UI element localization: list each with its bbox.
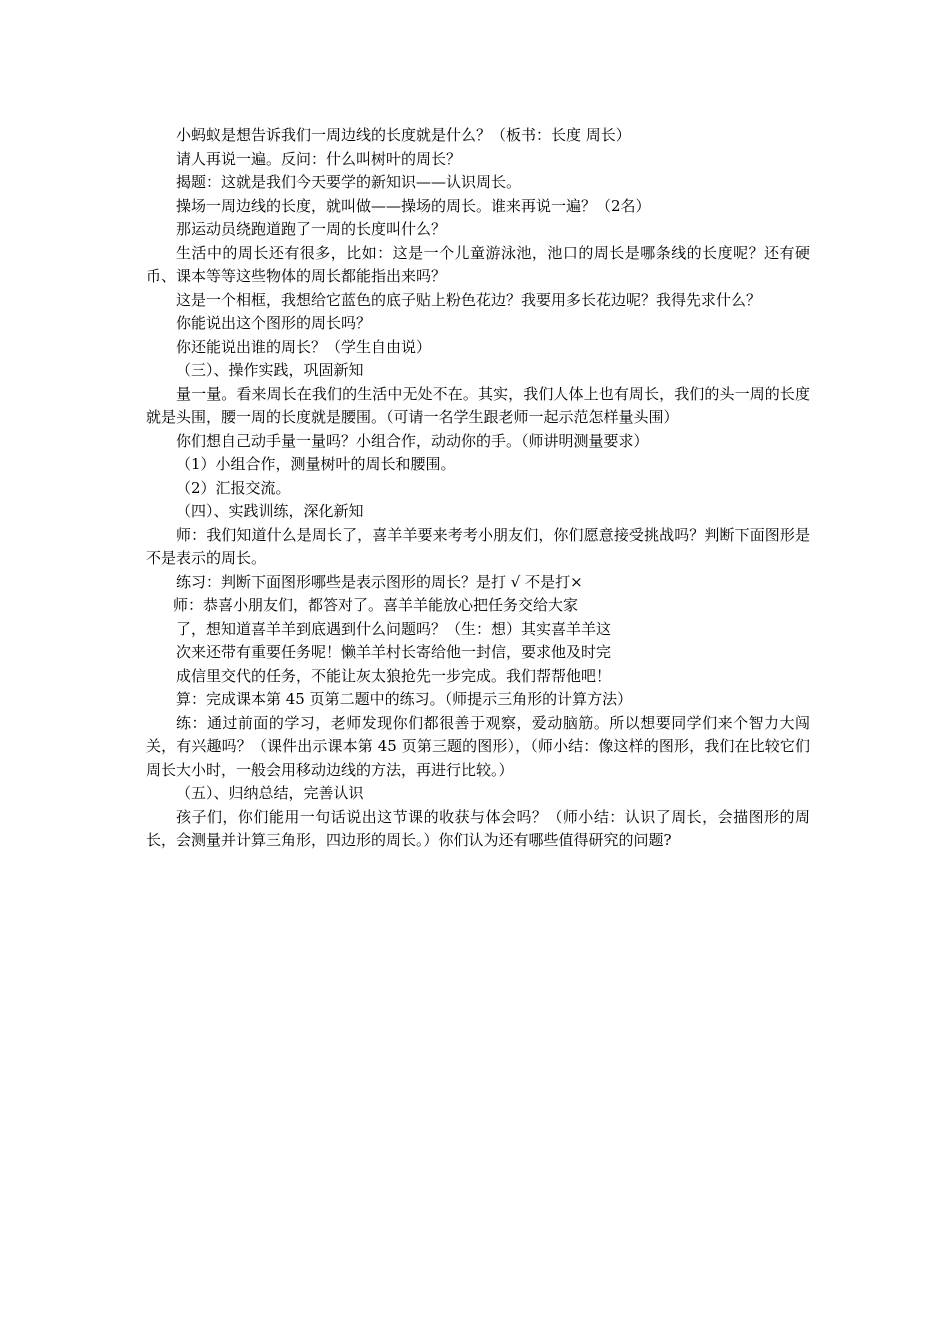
paragraph-14-line-4: 成信里交代的任务，不能让灰太狼抢先一步完成。我们帮帮他吧！ (176, 666, 612, 685)
paragraph-3: 揭题：这就是我们今天要学的新知识——认识周长。 (176, 173, 522, 191)
paragraph-2: 请人再说一遍。反问：什么叫树叶的周长？ (176, 149, 462, 168)
paragraph-14-line-2: 了，想知道喜羊羊到底遇到什么问题吗？（生：想）其实喜羊羊这 (176, 619, 612, 638)
paragraph-4: 操场一周边线的长度，就叫做——操场的周长。谁来再说一遍？（2名） (176, 196, 651, 215)
paragraph-12: 师：我们知道什么是周长了，喜羊羊要来考考小朋友们，你们愿意接受挑战吗？判断下面图形是不是表示的周长。 (146, 525, 810, 567)
paragraph-10: 量一量。看来周长在我们的生活中无处不在。其实，我们人体上也有周长，我们的头一周的长度就是头围，腰一周的长度就是腰围。（可请一名学生跟老师一起示范怎样量头围） (146, 384, 810, 426)
paragraph-13: 练习：判断下面图形哪些是表示图形的周长？是打 √ 不是打× (176, 572, 583, 591)
paragraph-17: 孩子们，你们能用一句话说出这节课的收获与体会吗？（师小结：认识了周长，会描图形的周长，会测量并计算三角形，四边形的周长。）你们认为还有哪些值得研究的问题? (146, 807, 810, 849)
paragraph-11: 你们想自己动手量一量吗？小组合作，动动你的手。（师讲明测量要求） (176, 431, 649, 450)
paragraph-8: 你能说出这个图形的周长吗？ (176, 314, 372, 332)
section-heading-3: （三）、操作实践，巩固新知 (176, 361, 364, 379)
paragraph-14-line-1: 师：恭喜小朋友们，都答对了。喜羊羊能放心把任务交给大家 (173, 596, 579, 614)
list-item-1: （1）小组合作，测量树叶的周长和腰围。 (176, 455, 456, 473)
section-heading-5: （五）、归纳总结，完善认识 (176, 784, 364, 802)
section-heading-4: （四）、实践训练，深化新知 (176, 502, 364, 520)
document-body (146, 124, 810, 853)
paragraph-9: 你还能说出谁的周长？（学生自由说） (176, 337, 432, 356)
list-item-2: （2）汇报交流。 (176, 478, 291, 497)
paragraph-7: 这是一个相框，我想给它蓝色的底子贴上粉色花边？我要用多长花边呢？我得先求什么？ (176, 290, 762, 309)
paragraph-15: 算：完成课本第 45 页第二题中的练习。（师提示三角形的计算方法） (176, 690, 633, 708)
paragraph-16: 练：通过前面的学习，老师发现你们都很善于观察，爱动脑筋。所以想要同学们来个智力大闯关，有兴趣吗？（课件出示课本第 45 页第三题的图形），（师小结：像这样的图形，我们在比较它们周长大小时，一般会用移动边线的方法，再进行比较。） (146, 713, 810, 779)
paragraph-1: 小蚂蚁是想告诉我们一周边线的长度就是什么？（板书：长度 周长） (176, 126, 631, 144)
paragraph-5: 那运动员绕跑道跑了一周的长度叫什么？ (176, 220, 447, 238)
paragraph-14-line-3: 次来还带有重要任务呢！懒羊羊村长寄给他一封信，要求他及时完 (176, 643, 612, 661)
paragraph-6: 生活中的周长还有很多，比如：这是一个儿童游泳池，池口的周长是哪条线的长度呢？还有硬币、课本等等这些物体的周长都能指出来吗？ (146, 243, 810, 285)
